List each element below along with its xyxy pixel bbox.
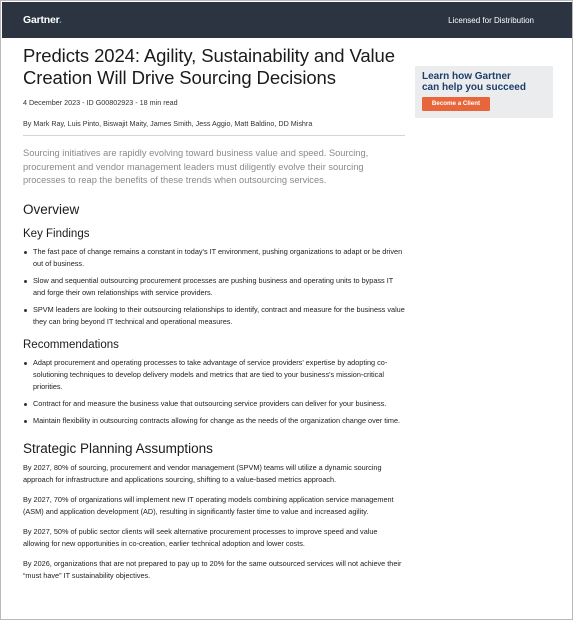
bullet-icon <box>24 420 27 423</box>
assumptions-heading: Strategic Planning Assumptions <box>23 440 213 456</box>
list-item <box>23 415 405 427</box>
divider <box>23 135 405 136</box>
bullet-icon <box>24 309 27 312</box>
article-summary: Sourcing initiatives are rapidly evolving toward business value and speed. Sourcing, procurement and vendor management leaders must diligently evolve their sourcing processes to reap the benefits of these trends when outsourcing services. <box>23 148 369 185</box>
promo-box <box>415 66 553 118</box>
key-findings-heading: Key Findings <box>23 227 90 240</box>
list-item <box>23 275 405 299</box>
list-item-text: Maintain flexibility in outsourcing contracts allowing for change as the needs of the organization change over time. <box>33 415 401 425</box>
assumption-paragraph: By 2026, organizations that are not prepared to pay up to 20% for the same outsourced services will not achieve their “must have” IT sustainability objectives. <box>23 558 402 580</box>
assumption-paragraph: By 2027, 70% of organizations will implement new IT operating models combining application service management (ASM) and application development (AD), resulting in significantly faster time to value and increased agility. <box>23 494 394 516</box>
promo-title <box>422 71 526 93</box>
article-body <box>23 45 405 590</box>
assumption-paragraph: By 2027, 80% of sourcing, procurement and vendor management (SPVM) teams will utilize a dynamic sourcing approach for infrastructure and applications sourcing, shifting to a value-based metrics approach. <box>23 462 382 484</box>
promo-title-line: Learn how Gartner <box>422 71 511 82</box>
recommendations-list <box>23 357 405 427</box>
list-item-text: Slow and sequential outsourcing procurement processes are pushing business and operating units to bypass IT and forge their own relationships with service providers. <box>33 275 394 297</box>
logo-text: Gartner <box>23 14 59 26</box>
author-list: By Mark Ray, Luis Pinto, Biswajit Maity, James Smith, Jess Aggio, Matt Baldino, DD Mishra <box>23 119 313 128</box>
promo-title-line: can help you succeed <box>422 82 526 93</box>
list-item <box>23 246 405 270</box>
list-item-text: The fast pace of change remains a constant in today's IT environment, pushing organizations to adapt or be driven out of business. <box>33 246 403 268</box>
assumption-paragraph: By 2027, 50% of public sector clients will seek alternative procurement processes to improve speed and value allowing for new opportunities in co-creation, earlier technical adoption and lower costs. <box>23 526 378 548</box>
assumptions-list <box>23 462 405 582</box>
list-item-text: SPVM leaders are looking to their outsourcing relationships to identify, contract and measure for the business value they can bring beyond IT technical and operational measures. <box>33 304 405 326</box>
article-meta: 4 December 2023 - ID G00802923 - 18 min read <box>23 98 178 107</box>
license-label: Licensed for Distribution <box>448 16 534 25</box>
list-item <box>23 357 405 393</box>
recommendations-heading: Recommendations <box>23 338 119 351</box>
list-item <box>23 398 405 410</box>
gartner-logo[interactable] <box>23 14 62 26</box>
list-item <box>23 304 405 328</box>
bullet-icon <box>24 403 27 406</box>
page-title: Predicts 2024: Agility, Sustainability and Value Creation Will Drive Sourcing Decisions <box>23 45 395 88</box>
top-bar <box>2 2 573 38</box>
list-item-text: Adapt procurement and operating processes to take advantage of service providers' expertise by adopting co-solutioning techniques to develop delivery models and metrics that are tied to your business's mission-critical priorities. <box>33 357 388 391</box>
become-client-button[interactable]: Become a Client <box>422 97 490 111</box>
bullet-icon <box>24 362 27 365</box>
bullet-icon <box>24 280 27 283</box>
key-findings-list <box>23 246 405 328</box>
overview-heading: Overview <box>23 201 80 217</box>
list-item-text: Contract for and measure the business value that outsourcing service providers can deliver for your business. <box>33 398 387 408</box>
logo-dot: . <box>58 14 62 26</box>
bullet-icon <box>24 251 27 254</box>
